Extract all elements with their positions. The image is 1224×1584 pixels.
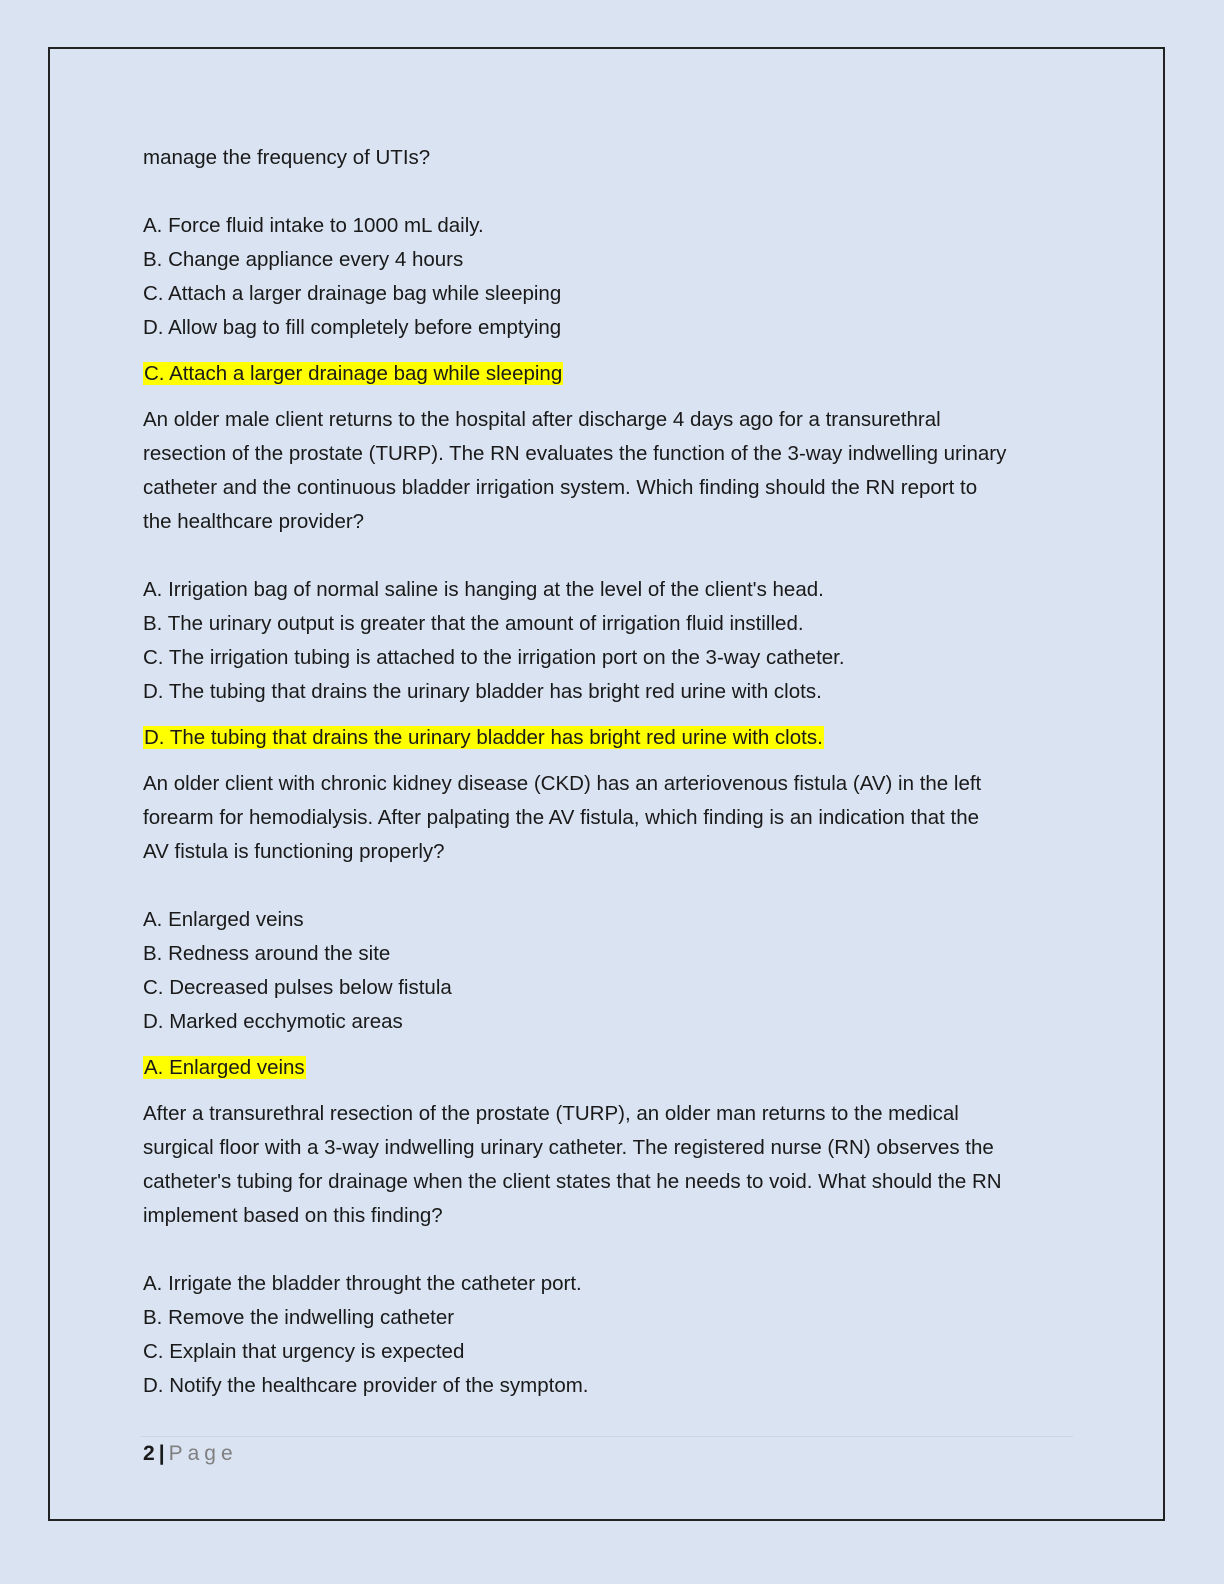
answer-option: A. Irrigation bag of normal saline is hanging at the level of the client's head. [143, 578, 824, 601]
question-block [143, 403, 1083, 753]
footer-divider [140, 1436, 1073, 1437]
question-text: catheter's tubing for drainage when the client states that he needs to void. What should the RN [143, 1170, 1002, 1193]
question-block [143, 1097, 1083, 1403]
question-block [143, 141, 1083, 389]
answer-option: C. Attach a larger drainage bag while sleeping [143, 282, 562, 305]
answer-option: A. Enlarged veins [143, 908, 304, 931]
question-text: manage the frequency of UTIs? [143, 146, 431, 169]
answer-option: A. Irrigate the bladder throught the catheter port. [143, 1272, 582, 1295]
page-number: 2 [143, 1442, 155, 1465]
answer-option: C. The irrigation tubing is attached to the irrigation port on the 3-way catheter. [143, 646, 845, 669]
page-label: Page [168, 1442, 238, 1465]
answer-option: B. Redness around the site [143, 942, 391, 965]
question-text: catheter and the continuous bladder irrigation system. Which finding should the RN report to [143, 476, 978, 499]
answer-option: D. The tubing that drains the urinary bladder has bright red urine with clots. [143, 680, 822, 703]
answer-option: D. Allow bag to fill completely before emptying [143, 316, 562, 339]
question-text: implement based on this finding? [143, 1204, 443, 1227]
question-block [143, 767, 1083, 1083]
question-text: forearm for hemodialysis. After palpating the AV fistula, which finding is an indication that the [143, 806, 980, 829]
question-text: surgical floor with a 3-way indwelling urinary catheter. The registered nurse (RN) observes the [143, 1136, 994, 1159]
footer-separator: | [158, 1442, 165, 1465]
answer-option: B. The urinary output is greater that the amount of irrigation fluid instilled. [143, 612, 804, 635]
answer-option: B. Change appliance every 4 hours [143, 248, 464, 271]
question-text: resection of the prostate (TURP). The RN evaluates the function of the 3-way indwelling urinary [143, 442, 1007, 465]
question-text: An older male client returns to the hospital after discharge 4 days ago for a transurethral [143, 408, 941, 431]
page-footer [143, 1440, 238, 1468]
question-text: AV fistula is functioning properly? [143, 840, 445, 863]
answer-option: D. Marked ecchymotic areas [143, 1010, 403, 1033]
question-text: After a transurethral resection of the prostate (TURP), an older man returns to the medical [143, 1102, 959, 1125]
correct-answer-highlight: D. The tubing that drains the urinary bladder has bright red urine with clots. [144, 726, 823, 749]
answer-option: D. Notify the healthcare provider of the symptom. [143, 1374, 589, 1397]
question-text: the healthcare provider? [143, 510, 365, 533]
answer-option: C. Decreased pulses below fistula [143, 976, 452, 999]
answer-option: B. Remove the indwelling catheter [143, 1306, 455, 1329]
answer-option: A. Force fluid intake to 1000 mL daily. [143, 214, 484, 237]
document-body [143, 141, 1083, 1403]
question-text: An older client with chronic kidney disease (CKD) has an arteriovenous fistula (AV) in the left [143, 772, 982, 795]
correct-answer-highlight: A. Enlarged veins [144, 1056, 305, 1079]
answer-option: C. Explain that urgency is expected [143, 1340, 465, 1363]
correct-answer-highlight: C. Attach a larger drainage bag while sleeping [144, 362, 563, 385]
